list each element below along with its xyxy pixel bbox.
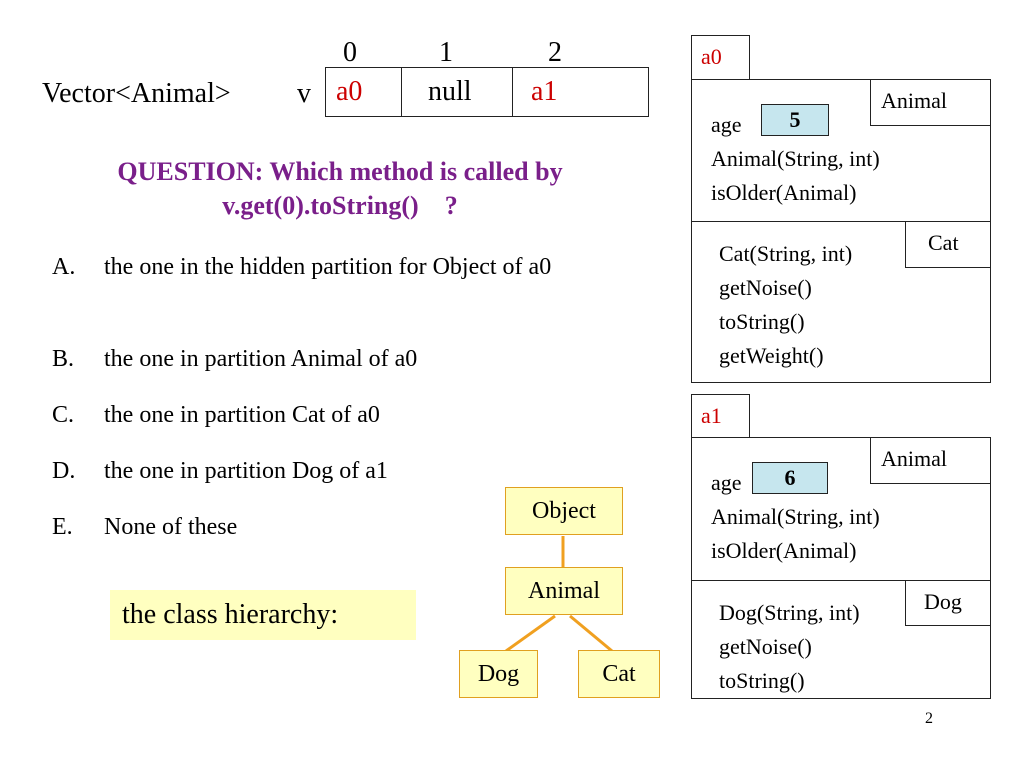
partition-label-animal: Animal (870, 79, 991, 126)
option-letter: D. (52, 458, 76, 484)
option-text: the one in partition Dog of a1 (104, 458, 388, 484)
field-age-label: age (711, 112, 742, 137)
method-isolder: isOlder(Animal) (711, 538, 857, 563)
vector-cell-2: a1 (512, 67, 649, 117)
page-number: 2 (925, 710, 933, 727)
partition-label-cat: Cat (905, 221, 991, 268)
method-animal-constructor: Animal(String, int) (711, 504, 880, 529)
object-name-tab: a0 (691, 35, 750, 80)
method-tostring: toString() (719, 668, 805, 693)
question-line-1: QUESTION: Which method is called by (117, 157, 563, 186)
vector-cell-1: null (401, 67, 513, 117)
option-b[interactable] (52, 342, 652, 376)
option-text: the one in partition Animal of a0 (104, 346, 418, 372)
option-d[interactable] (52, 454, 492, 488)
question-text (40, 155, 640, 223)
hierarchy-node-animal: Animal (505, 567, 623, 615)
method-getnoise: getNoise() (719, 275, 812, 300)
field-age-value: 5 (761, 104, 829, 136)
vector-index-0: 0 (343, 37, 357, 68)
object-name-tab: a1 (691, 394, 750, 438)
option-letter: C. (52, 402, 75, 428)
method-tostring: toString() (719, 309, 805, 334)
vector-variable: v (297, 78, 311, 109)
vector-index-1: 1 (439, 37, 453, 68)
method-cat-constructor: Cat(String, int) (719, 241, 853, 266)
question-line-2: v.get(0).toString() ? (222, 191, 458, 220)
vector-index-2: 2 (548, 37, 562, 68)
partition-label-animal: Animal (870, 437, 991, 484)
hierarchy-node-dog: Dog (459, 650, 538, 698)
field-age-value: 6 (752, 462, 828, 494)
option-c[interactable] (52, 398, 652, 432)
edge-animal-dog (506, 616, 555, 651)
hierarchy-node-object: Object (505, 487, 623, 535)
option-a[interactable] (52, 250, 652, 322)
class-hierarchy-label: the class hierarchy: (110, 590, 416, 640)
option-text: None of these (104, 514, 238, 540)
method-animal-constructor: Animal(String, int) (711, 146, 880, 171)
field-age-label: age (711, 470, 742, 495)
vector-declaration: Vector<Animal> (42, 78, 231, 109)
option-letter: E. (52, 514, 73, 540)
option-e[interactable] (52, 510, 452, 544)
option-letter: B. (52, 346, 75, 372)
option-text: the one in partition Cat of a0 (104, 402, 380, 428)
method-getweight: getWeight() (719, 343, 824, 368)
partition-label-dog: Dog (905, 580, 991, 626)
option-letter: A. (52, 254, 76, 280)
option-text: the one in the hidden partition for Object of a0 (104, 254, 552, 280)
vector-cell-0: a0 (325, 67, 402, 117)
edge-animal-cat (570, 616, 612, 651)
method-isolder: isOlder(Animal) (711, 180, 857, 205)
hierarchy-node-cat: Cat (578, 650, 660, 698)
method-dog-constructor: Dog(String, int) (719, 600, 860, 625)
method-getnoise: getNoise() (719, 634, 812, 659)
